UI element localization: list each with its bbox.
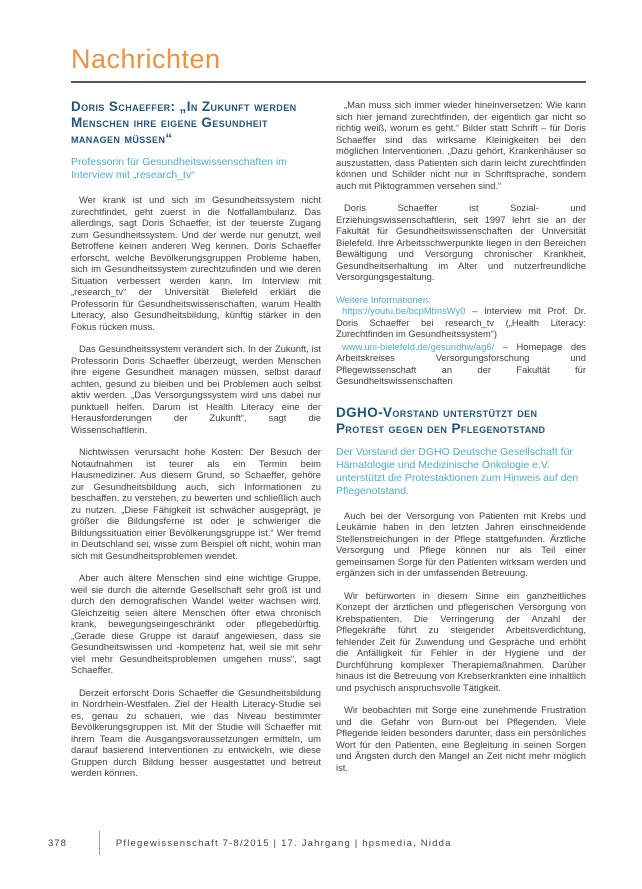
two-column-layout — [71, 99, 586, 790]
article2-heading: DGHO-Vorstand unterstützt den Protest gegen den Pflegenotstand — [336, 404, 546, 436]
youtube-interview-link[interactable]: https://youtu.be/bcpMbnsWy0 — [342, 305, 466, 316]
link-line-video — [336, 305, 586, 340]
article1-paragraph: Aber auch ältere Menschen sind eine wichtige Gruppe, weil sie durch die alternde Gesellschaft sehr groß ist und durch den demografischen Wandel weiter wachsen wird. Gleichzeitig seien ältere Menschen öfter etwa chronisch krank, bewegungseingeschränkt oder pflegebedürftig. „Gerade diese Gruppe ist darauf angewiesen, dass sie Gesundheitswissen und -kompetenz hat, weil sie mit sehr viel mehr Gesundheitsproblemen umgehen muss“, sagt Schaeffer. — [71, 572, 321, 675]
article1-paragraph: Wer krank ist und sich im Gesundheitssystem nicht zurechtfindet, geht zuerst in die Notfallambulanz. Das allerdings, sagt Doris Schaeffer, ist der teuerste Zugang zum Gesundheitssystem. Und der werde nur genutzt, weil Betroffene keinen anderen Weg kennen. Doris Schaeffer erforscht, welche Bevölkerungsgruppen Probleme haben, sich im Gesundheitssystem zurechtzufinden und wie deren Situation verbessert werden kann. Im Interview mit „research_tv“ der Universität Bielefeld erklärt die Professorin für Gesundheitswissenschaften, warum Health Literacy, also Gesundheitsbildung, künftig stärker in den Fokus rücken muss. — [71, 194, 321, 332]
more-info-section — [336, 294, 586, 387]
article1-paragraph: Nichtwissen verursacht hohe Kosten: Der Besuch der Notaufnahmen ist teurer als ein Termin beim Hausmediziner. Aus diesem Grund, so Schaeffer, gehöre zur Gesundheitsbildung auch, sich Informationen zu beschaffen, zu verstehen, zu bewerten und schließlich auch zu nutzen. „Diese Fähigkeit ist schwächer ausgeprägt, je größer die Bildungsferne ist oder je schwieriger die Bildungssituation einer Bevölkerungsgruppe ist.“ Wer fremd in Deutschland sei, wisse zum Beispiel oft nicht, wohin man sich mit Gesundheitsproblemen wendet. — [71, 446, 321, 561]
article2-paragraph: Wir befürworten in diesem Sinne ein ganzheitliches Konzept der ärztlichen und pflegerischen Versorgung von Krebspatienten. Die Verringerung der Anzahl der Pflegekräfte führt zu steigender Arbeitsverdichtung, fehlender Zeit für Zuwendung und Gespräche und erhöht die Anfälligkeit für Fehler in der Hygiene und der Durchführung komplexer Therapiemaßnahmen. Darüber hinaus ist die Betreuung von Krebserkrankten eine inhaltlich und psychisch anspruchsvolle Tätigkeit. — [336, 589, 586, 693]
article1-paragraph: Doris Schaeffer ist Sozial- und Erziehungswissenschaftlerin, seit 1997 lehrt sie an der Fakultät für Gesundheitswissenschaften der Universität Bielefeld. Ihre Arbeitsschwerpunkte liegen in den Bereichen Bewältigung und Versorgung chronischer Krankheit, Gesundheitserhaltung im Alter und nutzerfreundliche Versorgungsgestaltung. — [336, 202, 586, 282]
journal-info: Pflegewissenschaft 7-8/2015 | 17. Jahrgang | hpsmedia, Nidda — [115, 837, 452, 849]
article2-paragraph: Auch bei der Versorgung von Patienten mit Krebs und Leukämie haben in den letzten Jahren einschneidende Stellenstreichungen in der Pflege stattgefunden. Ärztliche Versorgung und Pflege können nur als Teil einer gemeinsamen Sorge für den Patienten wirksam werden und ergänzen sich in der umfassenden Betreuung. — [336, 509, 586, 578]
article2-paragraph: Wir beobachten mit Sorge eine zunehmende Frustration und die Gefahr von Burn-out bei Pflegenden. Viele Pflegende leiden besonders darunter, dass ein persönliches Wort für den Patienten, eine Begleitung in seinen Sorgen und Ängsten durch den Mangel an Zeit nicht mehr möglich ist. — [336, 704, 586, 773]
footer-divider — [99, 831, 100, 855]
link-description: – Interview mit Prof. Dr. Doris Schaeffer bei research_tv („Health Literacy: Zurechtfinden im Gesundheitssystem“) — [336, 305, 586, 339]
left-column — [71, 99, 321, 790]
right-column — [336, 99, 586, 790]
link-description: – Homepage des Arbeitskreises Versorgungsforschung und Pflegewissenschaft an der Fakultät für Gesundheitswissenschaften — [336, 340, 586, 386]
page-footer — [0, 828, 642, 858]
page-number: 378 — [48, 837, 67, 849]
uni-bielefeld-link[interactable]: www.uni-bielefeld.de/gesundhw/ag6/ — [342, 340, 495, 352]
article1-subheading: Professorin für Gesundheitswissenschaften im Interview mit „research_tv“ — [71, 156, 287, 181]
title-divider — [71, 81, 586, 83]
article1-paragraph: „Man muss sich immer wieder hineinversetzen: Wie kann sich hier jemand zurechtfinden, der eigentlich gar nicht so richtig weiß, worum es geht.“ Bilder statt Schrift – für Doris Schaeffer sind das wirksame Kleinigkeiten bei den möglichen Interventionen. „Dazu gehört, Krankenhäuser so auszustatten, dass Patienten sich darin leicht zurechtfinden können und Schilder nicht nur in Schriftsprache, sondern auch mit Piktogrammen versehen sind.“ — [336, 99, 586, 191]
more-info-label: Weitere Informationen: — [336, 293, 431, 305]
link-line-homepage — [336, 341, 586, 387]
article2-subheading: Der Vorstand der DGHO Deutsche Gesellschaft für Hämatologie und Medizinische Onkologie e.V. unterstützt die Protestaktionen zum Hinweis auf den Pflegenotstand. — [336, 445, 579, 497]
article1-paragraph: Das Gesundheitssystem verändert sich. In der Zukunft, ist Professorin Doris Schaeffer überzeugt, werden Menschen ihre eigene Gesundheit managen müssen, selbst darauf achten, gesund zu bleiben und bei Problemen auch selbst aktiv werden. „Das Versorgungssystem wird uns dabei nur punktuell helfen. Darum ist Health Literacy eine der Herausforderungen der Zukunft“, sagt die Wissenschaftlerin. — [71, 343, 321, 435]
page-title: Nachrichten — [71, 44, 221, 74]
article1-heading: Doris Schaeffer: „In Zukunft werden Menschen ihre eigene Gesundheit managen müssen“ — [71, 99, 297, 146]
article1-paragraph: Derzeit erforscht Doris Schaeffer die Gesundheitsbildung in Nordrhein-Westfalen. Ziel der Health Literacy-Studie sei es, genau zu schauen, wie das Niveau bestimmter Bevölkerungsgruppen ist. Mit der Studie will Schaeffer mit ihrem Team die Ausgangsvoraussetzungen ermitteln, um darauf basierend Interventionen zu entwickeln, wie diese Gruppen durch Bildung besser ausgestattet und betreut werden können. — [71, 686, 321, 778]
